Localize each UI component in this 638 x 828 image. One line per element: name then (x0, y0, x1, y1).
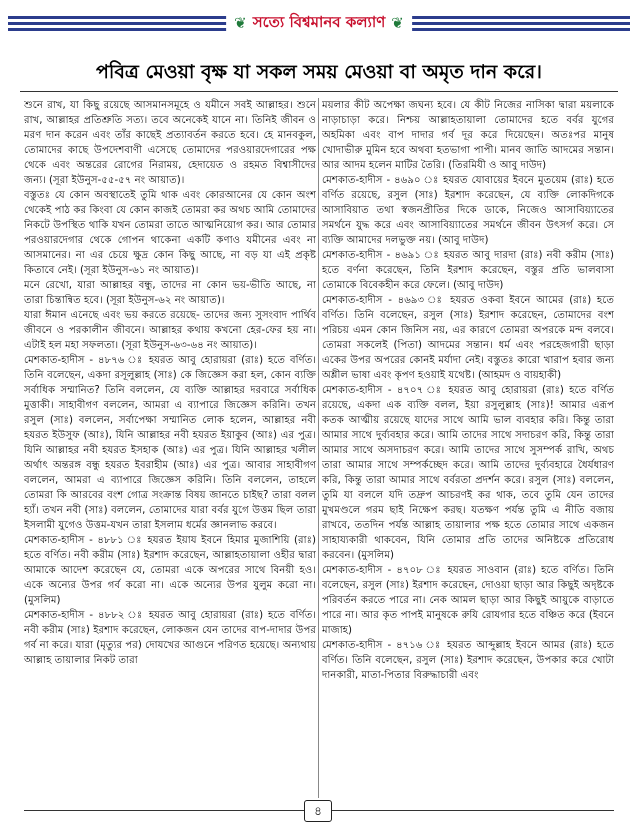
header-band (8, 10, 630, 36)
paragraph: মেশকাত-হাদীস - ৪৮৭৬ ঃ হযরত আবু হোরায়রা (রাঃ) হতে বর্ণিত। তিনি বলেছেন, একদা রসূলুল্লাহ (সাঃ) কে জিজ্ঞেস করা হল, কোন ব্যক্তি সর্বাধিক সম্মানিত? তিনি বললেন, যে ব্যক্তি আল্লাহর দরবারে সর্বাধিক মুত্তাকী। সাহাবীগণ বললেন, আমরা এ ব্যাপারে জিজ্ঞেস করিনি। তখন রসুল (সাঃ) বললেন, সর্বাপেক্ষা সম্মানিত লোক হলেন, আল্লাহর নবী হযরত ইউসুফ (আঃ), যিনি আল্লাহর নবী হযরত ইয়াকুব (আঃ) এর পুত্র। যিনি আল্লাহর নবী হযরত ইসহাক (আঃ) এর পুত্র। যিনি আল্লাহর খলীল অর্থাৎ অন্তরঙ্গ বন্ধু হযরত ইবরাহীম (আঃ) এর পুত্র। আবার সাহাবীগণ বললেন, আমরা এ ব্যাপারে জিজ্ঞেস করিনি। তিনি বললেন, তাহলে তোমরা কি আরবের বংশ গোত্র সংক্রান্ত বিষয় জানতে চাইছ? তারা বলল হ্যাঁ। তখন নবী (সাঃ) বললেন, তোমাদের যারা বর্বর যুগে উত্তম ছিল তারা ইসলামী যুগেও উত্তম-যখন তারা ইসলাম ধর্মের জ্ঞানলাভ করবে। (24, 355, 316, 531)
left-column (24, 98, 316, 798)
paragraph: মনে রেখো, যারা আল্লাহর বন্ধু, তাদের না কোন ভয়-ভীতি আছে, না তারা চিন্তান্বিত হবে। (সূরা ইউনুস-৬২ নং আয়াত)। (24, 280, 316, 306)
paragraph: মেশকাত-হাদীস - ৪৮৮১ ঃ হযরত ইয়ায ইবনে হিমার মুজাশিয়ি (রাঃ) হতে বর্ণিত। নবী করীম (সাঃ) ইরশাদ করেছেন, আল্লাহতায়ালা ওহীর দ্বারা আমাকে আদেশ করেছেন যে, তোমরা একে অপরের সাথে বিনয়ী হও। একে অন্যের উপর গর্ব করো না। একে অন্যের উপর যুলুম করো না। (মুসলিম) (24, 535, 316, 606)
article-title: পবিত্র মেওয়া বৃক্ষ যা সকল সময় মেওয়া বা অমৃত দান করে। (96, 61, 542, 83)
header-title: সত্যে বিশ্বমানব কল্যাণ (252, 12, 386, 31)
paragraph: মেশকাত-হাদীস - ৪৬৯১ ঃ হযরত আবু দারদা (রাঃ) নবী করীম (সাঃ) হতে বর্ণনা করেছেন, তিনি ইরশাদ করেছেন, বস্তুর প্রতি ভালবাসা তোমাকে বিবেকহীন করে ফেলে। (আবু দাউদ) (322, 250, 614, 291)
column-divider (318, 98, 319, 798)
paragraph: মেশকাত-হাদীস - ৪৬৯০ ঃ হযরত যোবায়ের ইবনে মুতয়েম (রাঃ) হতে বর্ণিত রয়েছে, রসুল (সাঃ) ইরশাদ করেছেন, যে ব্যক্তি লোকদিগকে আসাবিয়াত তথা স্বজনপ্রীতির দিকে ডাকে, নিজেও আসাবিয়্যাতের সমর্থনে যুদ্ধ করে এবং আসাবিয়্যাতের সমর্থনে জীবন উৎসর্গ করে। সে ব্যক্তি আমাদের দলভুক্ত নয়। (আবু দাউদ) (322, 175, 614, 246)
floral-ornament-icon: ❦ (234, 14, 247, 32)
paragraph: মেশকাত-হাদীস - ৪৬৯৩ ঃ হযরত ওকবা ইবনে আমের (রাঃ) হতে বর্ণিত। তিনি বলেছেন, রসুল (সাঃ) ইরশাদ করেছেন, তোমাদের বংশ পরিচয় এমন কোন জিনিস নয়, এর কারণে তোমরা অপরকে মন্দ বলবে। তোমরা সকলেই (পিতা) আদমের সন্তান। ধর্ম এবং পরহেজগারী ছাড়া একের উপর অপরের কোনই মর্যাদা নেই। বস্তুতঃ কারো খারাপ হবার জন্য অশ্লীল ভাষা এবং কৃপণ হওয়াই যথেষ্ট। (আহমদ ও বায়হাকী) (322, 295, 614, 381)
right-column (322, 98, 614, 798)
paragraph: বস্তুতঃ যে কোন অবস্থাতেই তুমি থাক এবং কোরআনের যে কোন অংশ থেকেই পাঠ কর কিংবা যে কোন কাজই তোমরা কর অথচ আমি তোমাদের নিকটে উপস্থিত থাকি যখন তোমরা তাতে আত্মনিয়োগ কর। আর তোমার পরওয়ারদেগার থেকে গোপন থাকেনা একটি কণাও যমীনের এবং না আসমানের। না এর চেয়ে ক্ষুদ্র কোন কিছু আছে, না বড় যা এই প্রকৃষ্ট কিতাবে নেই। (সূরা ইউনুস-৬১ নং আয়াত)। (24, 190, 316, 276)
paragraph: মেশকাত-হাদীস - ৪৭০৭ ঃ হযরত আবু হোরায়রা (রাঃ) হতে বর্ণিত রয়েছে, একদা এক ব্যক্তি বলল, ইয়া রসুলুল্লাহ (সাঃ)! আমার এরূপ কতক আত্মীয় রয়েছে যাদের সাথে আমি ভাল ব্যবহার করি। কিন্তু তারা আমার সাথে দুর্ব্যবহার করে। আমি তাদের সাথে সদাচরণ করি, কিন্তু তারা আমার সাথে অসদাচরণ করে। আমি তাদের সাথে সুসম্পর্ক রাখি, অথচ তারা আমার সাথে সম্পর্কচ্ছেদ করে। আমি তাদের দুর্ব্যবহারে ধৈর্যধারণ করি, কিন্তু তারা আমার সাথে বর্বরতা প্রদর্শন করে। রসুল (সাঃ) বললেন, তুমি যা বললে যদি তদ্রুপ আচরণই কর থাক, তবে তুমি যেন তাদের মুখমণ্ডলে গরম ছাই নিক্ষেপ করছ। যতক্ষণ পর্যন্ত তুমি এ নীতি বজায় রাখবে, ততদিন পর্যন্ত আল্লাহ তায়ালার পক্ষ হতে তোমার সাথে একজন সাহায্যকারী থাকবেন, যিনি তোমার প্রতি তাদের অনিষ্টকে প্রতিরোধ করবেন। (মুসলিম) (322, 385, 614, 561)
header-banner (226, 10, 412, 36)
page-number: ৪ (304, 800, 332, 822)
floral-ornament-icon: ❦ (391, 14, 404, 32)
paragraph: যারা ঈমান এনেছে এবং ভয় করতে রয়েছে- তাদের জন্য সুসংবাদ পার্থিব জীবনে ও পরকালীন জীবনে। আল্লাহর কথায় কখনো হের-ফের হয় না। এটাই হল মহা সফলতা। (সূরা ইউনুস-৬৩-৬৪ নং আয়াত)। (24, 310, 316, 351)
paragraph: মেশকাত-হাদীস - ৪৮৮২ ঃ হযরত আবু হোরায়রা (রাঃ) হতে বর্ণিত। নবী করীম (সাঃ) ইরশাদ করেছেন, লোকজন যেন তাদের বাপ-দাদার উপর গর্ব না করে। যারা (মৃত্যুর পর) দোযখের আগুনে পরিণত হয়েছে। অন্যথায় আল্লাহ তায়ালার নিকট তারা (24, 610, 316, 666)
paragraph: মেশকাত-হাদীস - ৪৭১৬ ঃ হযরত আব্দুল্লাহ ইবনে আমর (রাঃ) হতে বর্ণিত। তিনি বলেছেন, রসুল (সাঃ) ইরশাদ করেছেন, উপকার করে খোটা দানকারী, মাতা-পিতার বিরুদ্ধাচারী এবং (322, 640, 614, 681)
title-divider (20, 91, 618, 92)
paragraph: মেশকাত-হাদীস - ৪৭০৮ ঃ হযরত সাওবান (রাঃ) হতে বর্ণিত। তিনি বলেছেন, রসুল (সাঃ) ইরশাদ করেছেন, দোওয়া ছাড়া আর কিছুই অদৃষ্টকে পরিবর্তন করতে পারে না। নেক আমল ছাড়া আর কিছুই আয়ুকে বাড়াতে পারে না। আর কৃত পাপই মানুষকে রুযি রোযগার হতে বঞ্চিত করে (ইবনে মাজাহ) (322, 565, 614, 636)
paragraph: শুনে রাখ, যা কিছু রয়েছে আসমানসমূহে ও যমীনে সবই আল্লাহর। শুনে রাখ, আল্লাহর প্রতিশ্রুতি সত্য। তবে অনেকেই যানে না। তিনিই জীবন ও মরণ দান করেন এবং তাঁর কাছেই প্রত্যাবর্তন করতে হবে। হে মানবকুল, তোমাদের কাছে উপদেশবাণী এসেছে তোমাদের পরওয়ারদেগারের পক্ষ থেকে এবং অন্তরের রোগের নিরাময়, হেদায়েত ও রহমত বিশ্বাসীদের জন্য। (সূরা ইউনুস-৫৫-৫৭ নং আয়াত)। (24, 100, 316, 186)
paragraph: ময়লার কীট অপেক্ষা জঘন্য হবে। যে কীট নিজের নাসিকা দ্বারা ময়লাকে নাড়াচাড়া করে। নিশ্চয় আল্লাহতায়ালা তোমাদের হতে বর্বর যুগের অহমিকা এবং বাপ দাদার গর্ব দূর করে দিয়েছেন। অতঃপর মানুষ খোদাভীরু মুমিন হবে অথবা হতভাগা পাপী। মানব জাতি আদমের সন্তান। আর আদম হলেন মাটির তৈরি। (তিরমিযী ও আবু দাউদ) (322, 100, 614, 171)
